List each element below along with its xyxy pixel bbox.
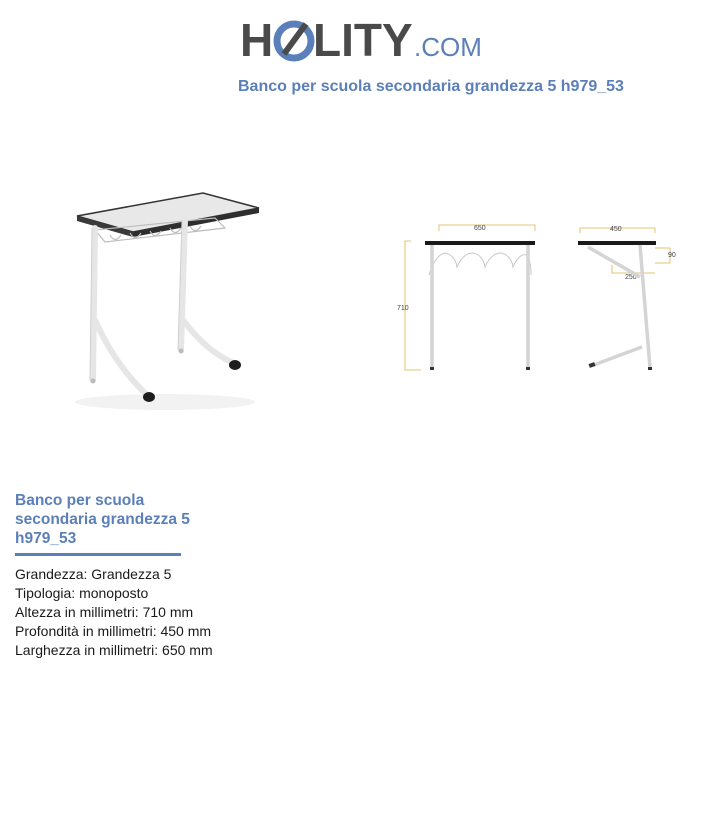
- logo-suffix: .COM: [414, 32, 482, 62]
- product-title: Banco per scuola secondaria grandezza 5 h979_53: [15, 492, 190, 547]
- side-depth-label: 450: [610, 226, 622, 233]
- front-technical-drawing: [385, 215, 555, 385]
- spec-width: Larghezza in millimetri: 650 mm: [15, 642, 213, 658]
- logo-letters: LITY: [313, 14, 413, 66]
- spec-height: Altezza in millimetri: 710 mm: [15, 604, 194, 620]
- page-header-title: Banco per scuola secondaria grandezza 5 h979_53: [238, 78, 624, 95]
- title-underline: [15, 553, 181, 556]
- logo-o-mark: [277, 24, 311, 58]
- spec-type: Tipologia: monoposto: [15, 585, 149, 601]
- front-height-label: 710: [397, 305, 409, 312]
- product-photo: [55, 180, 295, 420]
- spec-depth: Profondità in millimetri: 450 mm: [15, 623, 212, 639]
- side-shelf-height-label: 90: [668, 252, 676, 259]
- side-shelf-depth-label: 250: [625, 274, 637, 281]
- spec-size: Grandezza: Grandezza 5: [15, 566, 172, 582]
- side-technical-drawing: [570, 215, 690, 385]
- front-width-label: 650: [474, 225, 486, 232]
- holity-logo[interactable]: [240, 10, 490, 68]
- logo-letter-h: H: [240, 14, 274, 66]
- product-specs-list: [15, 565, 415, 660]
